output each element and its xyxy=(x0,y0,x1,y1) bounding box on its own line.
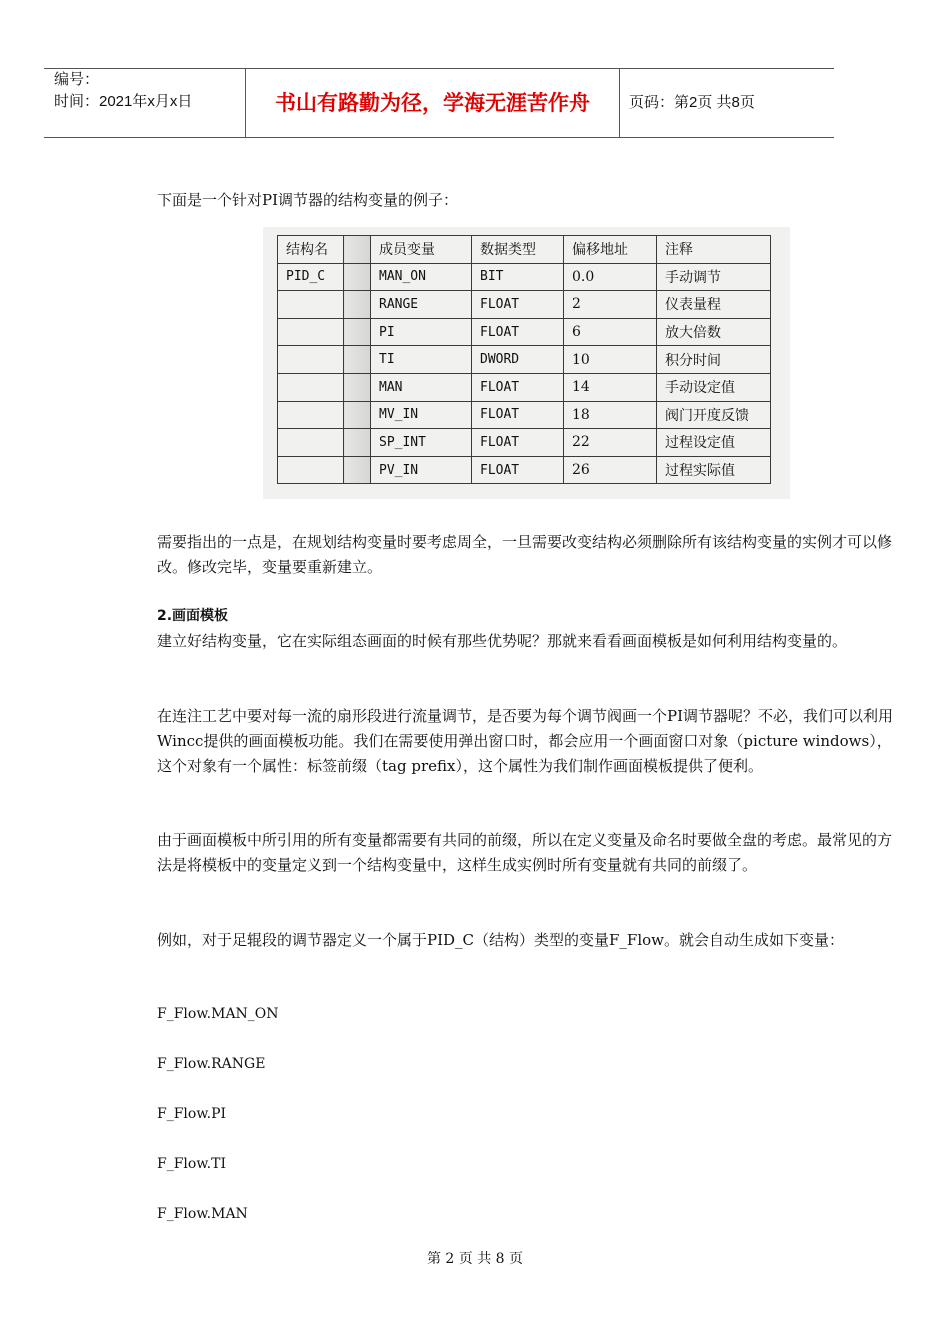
table-row xyxy=(278,318,771,346)
table-cell: PI xyxy=(371,318,472,346)
table-gap xyxy=(344,318,371,346)
table-cell: MAN xyxy=(371,373,472,401)
paragraph-5: 例如，对于足辊段的调节器定义一个属于PID_C（结构）类型的变量F_Flow。就会自动生成如下变量： xyxy=(157,931,845,949)
var-line: F_Flow.PI xyxy=(157,1106,227,1122)
time-label: 时间：2021年x月x日 xyxy=(54,93,193,110)
table-cell: FLOAT xyxy=(472,291,564,319)
table-row xyxy=(278,429,771,457)
table-cell: 22 xyxy=(564,429,657,457)
paragraph-3: 在连注工艺中要对每一流的扇形段进行流量调节，是否要为每个调节阀画一个PI调节器呢？不必，我们可以利用Wincc提供的画面模板功能。我们在需要使用弹出窗口时，都会应用一个画面窗口对象（picture windows），这个对象有一个属性：标签前缀（tag prefix），这个属性为我们制作画面模板提供了便利。 xyxy=(157,707,894,775)
table-cell: MV_IN xyxy=(371,401,472,429)
number-label: 编号： xyxy=(54,71,100,88)
paragraph-1: 需要指出的一点是，在规划结构变量时要考虑周全，一旦需要改变结构必须删除所有该结构变量的实例才可以修改。修改完毕，变量要重新建立。 xyxy=(157,533,893,576)
table-cell: 积分时间 xyxy=(657,346,771,374)
table-cell xyxy=(278,456,344,484)
var-line: F_Flow.MAN_ON xyxy=(157,1006,279,1022)
intro-text: 下面是一个针对PI调节器的结构变量的例子： xyxy=(157,191,459,209)
table-cell: FLOAT xyxy=(472,373,564,401)
table-cell: 仪表量程 xyxy=(657,291,771,319)
table-gap xyxy=(344,236,371,264)
table-cell xyxy=(278,429,344,457)
table-cell: 手动调节 xyxy=(657,263,771,291)
page-header xyxy=(44,68,834,138)
table-cell: 2 xyxy=(564,291,657,319)
table-gap xyxy=(344,291,371,319)
table-cell: TI xyxy=(371,346,472,374)
table-cell xyxy=(278,291,344,319)
table-cell: FLOAT xyxy=(472,456,564,484)
table-gap xyxy=(344,456,371,484)
col-header: 偏移地址 xyxy=(564,236,657,264)
var-line: F_Flow.RANGE xyxy=(157,1056,266,1072)
table-cell: PID_C xyxy=(278,263,344,291)
table-cell: 10 xyxy=(564,346,657,374)
table-cell: DWORD xyxy=(472,346,564,374)
table-cell: SP_INT xyxy=(371,429,472,457)
table-cell: 14 xyxy=(564,373,657,401)
col-header: 数据类型 xyxy=(472,236,564,264)
table-gap xyxy=(344,263,371,291)
table-cell: 18 xyxy=(564,401,657,429)
table-header-row xyxy=(278,236,771,264)
header-page-label: 页码：第2页 共8页 xyxy=(629,94,755,111)
table-cell xyxy=(278,401,344,429)
table-gap xyxy=(344,373,371,401)
table-row xyxy=(278,456,771,484)
table-row xyxy=(278,346,771,374)
table-cell: 0.0 xyxy=(564,263,657,291)
table-row xyxy=(278,373,771,401)
col-header: 结构名 xyxy=(278,236,344,264)
table-row xyxy=(278,263,771,291)
table-cell: PV_IN xyxy=(371,456,472,484)
table-cell: FLOAT xyxy=(472,429,564,457)
table-cell: 阀门开度反馈 xyxy=(657,401,771,429)
header-meta xyxy=(44,69,254,137)
struct-table xyxy=(277,235,771,484)
table-cell: RANGE xyxy=(371,291,472,319)
paragraph-4: 由于画面模板中所引用的所有变量都需要有共同的前缀，所以在定义变量及命名时要做全盘的考虑。最常见的方法是将模板中的变量定义到一个结构变量中，这样生成实例时所有变量就有共同的前缀了。 xyxy=(157,831,893,874)
table-gap xyxy=(344,401,371,429)
table-cell: BIT xyxy=(472,263,564,291)
table-cell: FLOAT xyxy=(472,401,564,429)
table-cell: 放大倍数 xyxy=(657,318,771,346)
table-cell: 过程实际值 xyxy=(657,456,771,484)
var-line: F_Flow.TI xyxy=(157,1156,226,1172)
table-cell: 过程设定值 xyxy=(657,429,771,457)
page-footer: 第 2 页 共 8 页 xyxy=(426,1251,524,1267)
table-cell: 6 xyxy=(564,318,657,346)
table-gap xyxy=(344,346,371,374)
table-cell: MAN_ON xyxy=(371,263,472,291)
header-motto: 书山有路勤为径，学海无涯苦作舟 xyxy=(245,69,620,137)
table-gap xyxy=(344,429,371,457)
paragraph-2: 建立好结构变量，它在实际组态画面的时候有那些优势呢？那就来看看画面模板是如何利用结构变量的。 xyxy=(157,632,848,650)
table-cell xyxy=(278,318,344,346)
table-cell: FLOAT xyxy=(472,318,564,346)
col-header: 注释 xyxy=(657,236,771,264)
table-cell: 26 xyxy=(564,456,657,484)
table-cell xyxy=(278,346,344,374)
table-row xyxy=(278,291,771,319)
col-header: 成员变量 xyxy=(371,236,472,264)
table-row xyxy=(278,401,771,429)
struct-table-image xyxy=(263,227,790,499)
var-line: F_Flow.MAN xyxy=(157,1206,248,1222)
section-heading: 2.画面模板 xyxy=(157,608,229,624)
table-cell xyxy=(278,373,344,401)
table-cell: 手动设定值 xyxy=(657,373,771,401)
